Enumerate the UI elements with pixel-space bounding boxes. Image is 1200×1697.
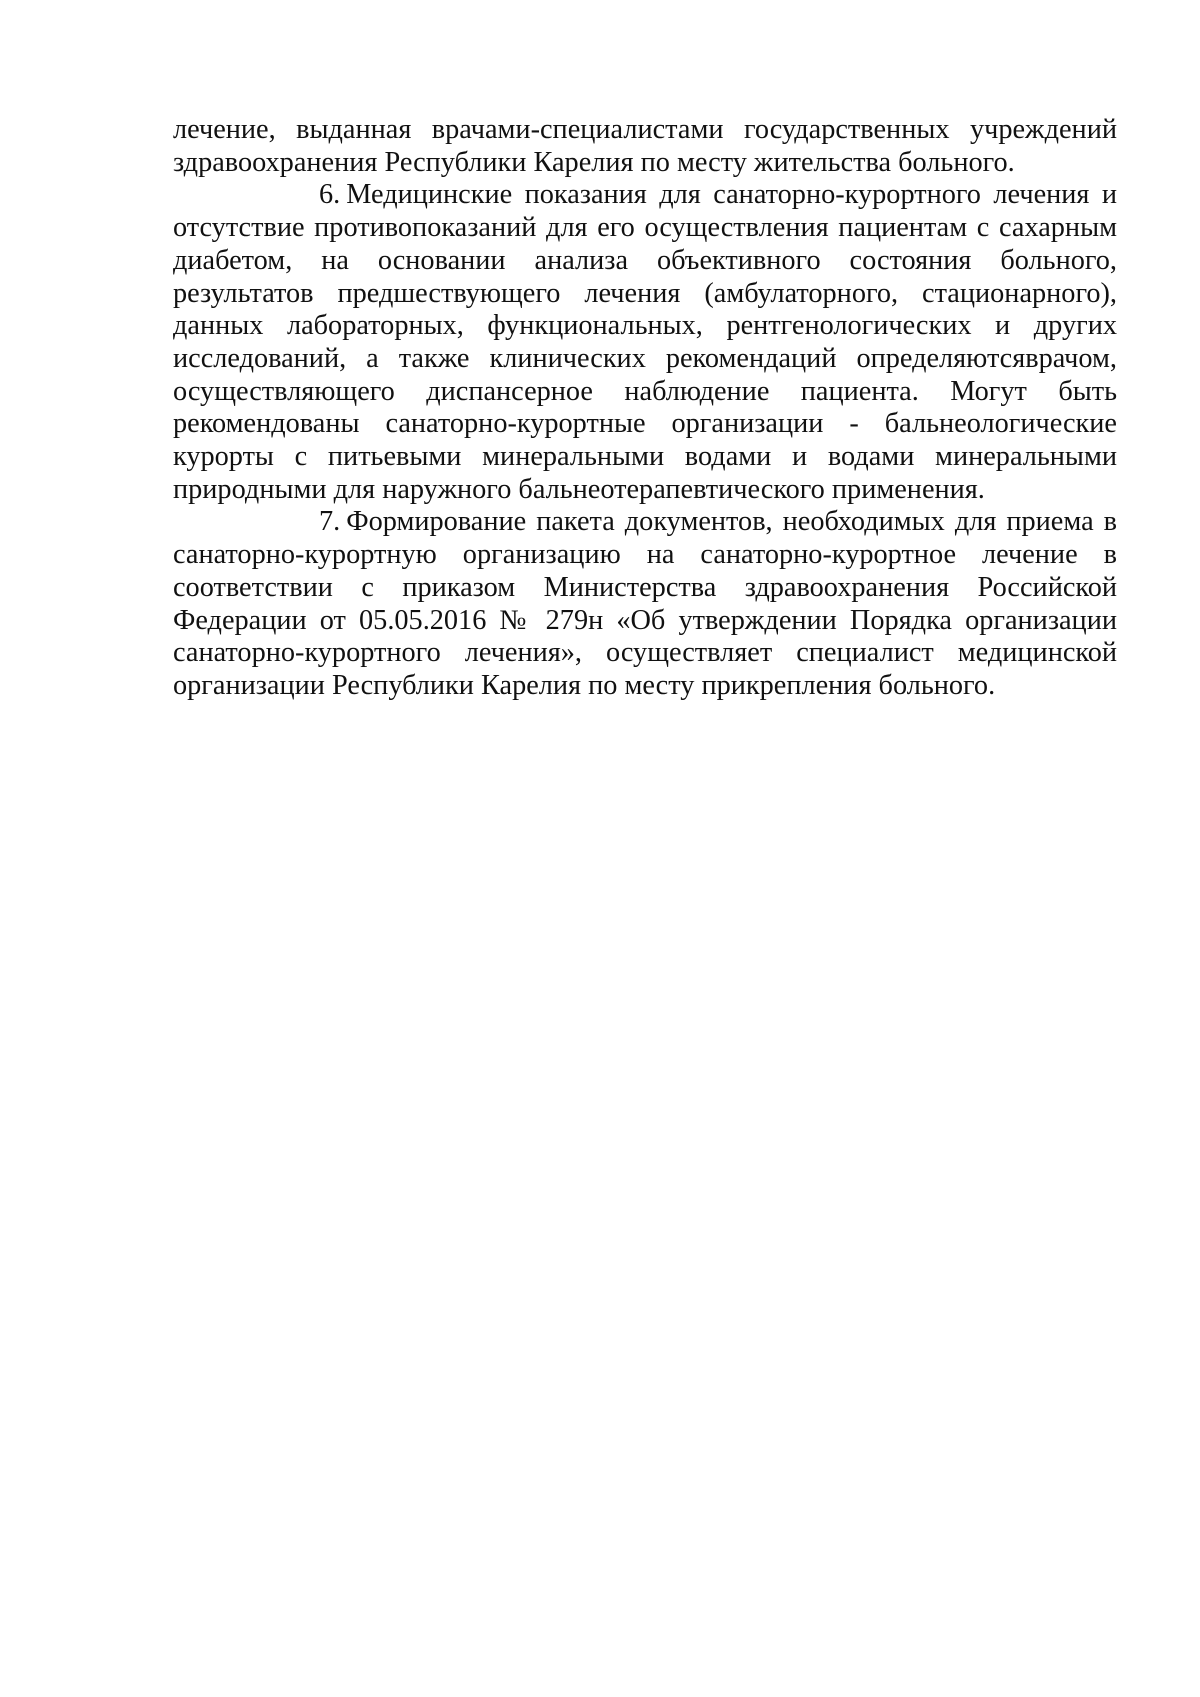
paragraph-text: Формирование пакета документов, необходимых для приема в санаторно-курортную организацию на санаторно-курортное лечение в соответствии с приказом Министерства здравоохранения Российской Федерации от 05.05.2016 № 279н «Об утверждении Порядка организации санаторно-курортного лечения», осуществляет специалист медицинской организации Республики Карелия по месту прикрепления больного. [173, 506, 1117, 701]
paragraph-continuation [173, 114, 1117, 179]
paragraph-text: лечение, выданная врачами-специалистами государственных учреждений здравоохранения Республики Карелия по месту жительства больного. [173, 114, 1117, 178]
paragraph-item-7 [173, 506, 1117, 702]
paragraph-number: 7. [319, 506, 341, 538]
paragraph-number: 6. [319, 179, 341, 211]
document-body [173, 114, 1117, 703]
paragraph-item-6 [173, 179, 1117, 506]
paragraph-text: Медицинские показания для санаторно-курортного лечения и отсутствие противопоказаний для его осуществления пациентам с сахарным диабетом, на основании анализа объективного состояния больного, результатов предшествующего лечения (амбулаторного, стационарного), данных лабораторных, функциональных, рентгенологических и других исследований, а также клинических рекомендаций определяютсяврачом, осуществляющего диспансерное наблюдение пациента. Могут быть рекомендованы санаторно-курортные организации - бальнеологические курорты с питьевыми минеральными водами и водами минеральными природными для наружного бальнеотерапевтического применения. [173, 179, 1117, 505]
